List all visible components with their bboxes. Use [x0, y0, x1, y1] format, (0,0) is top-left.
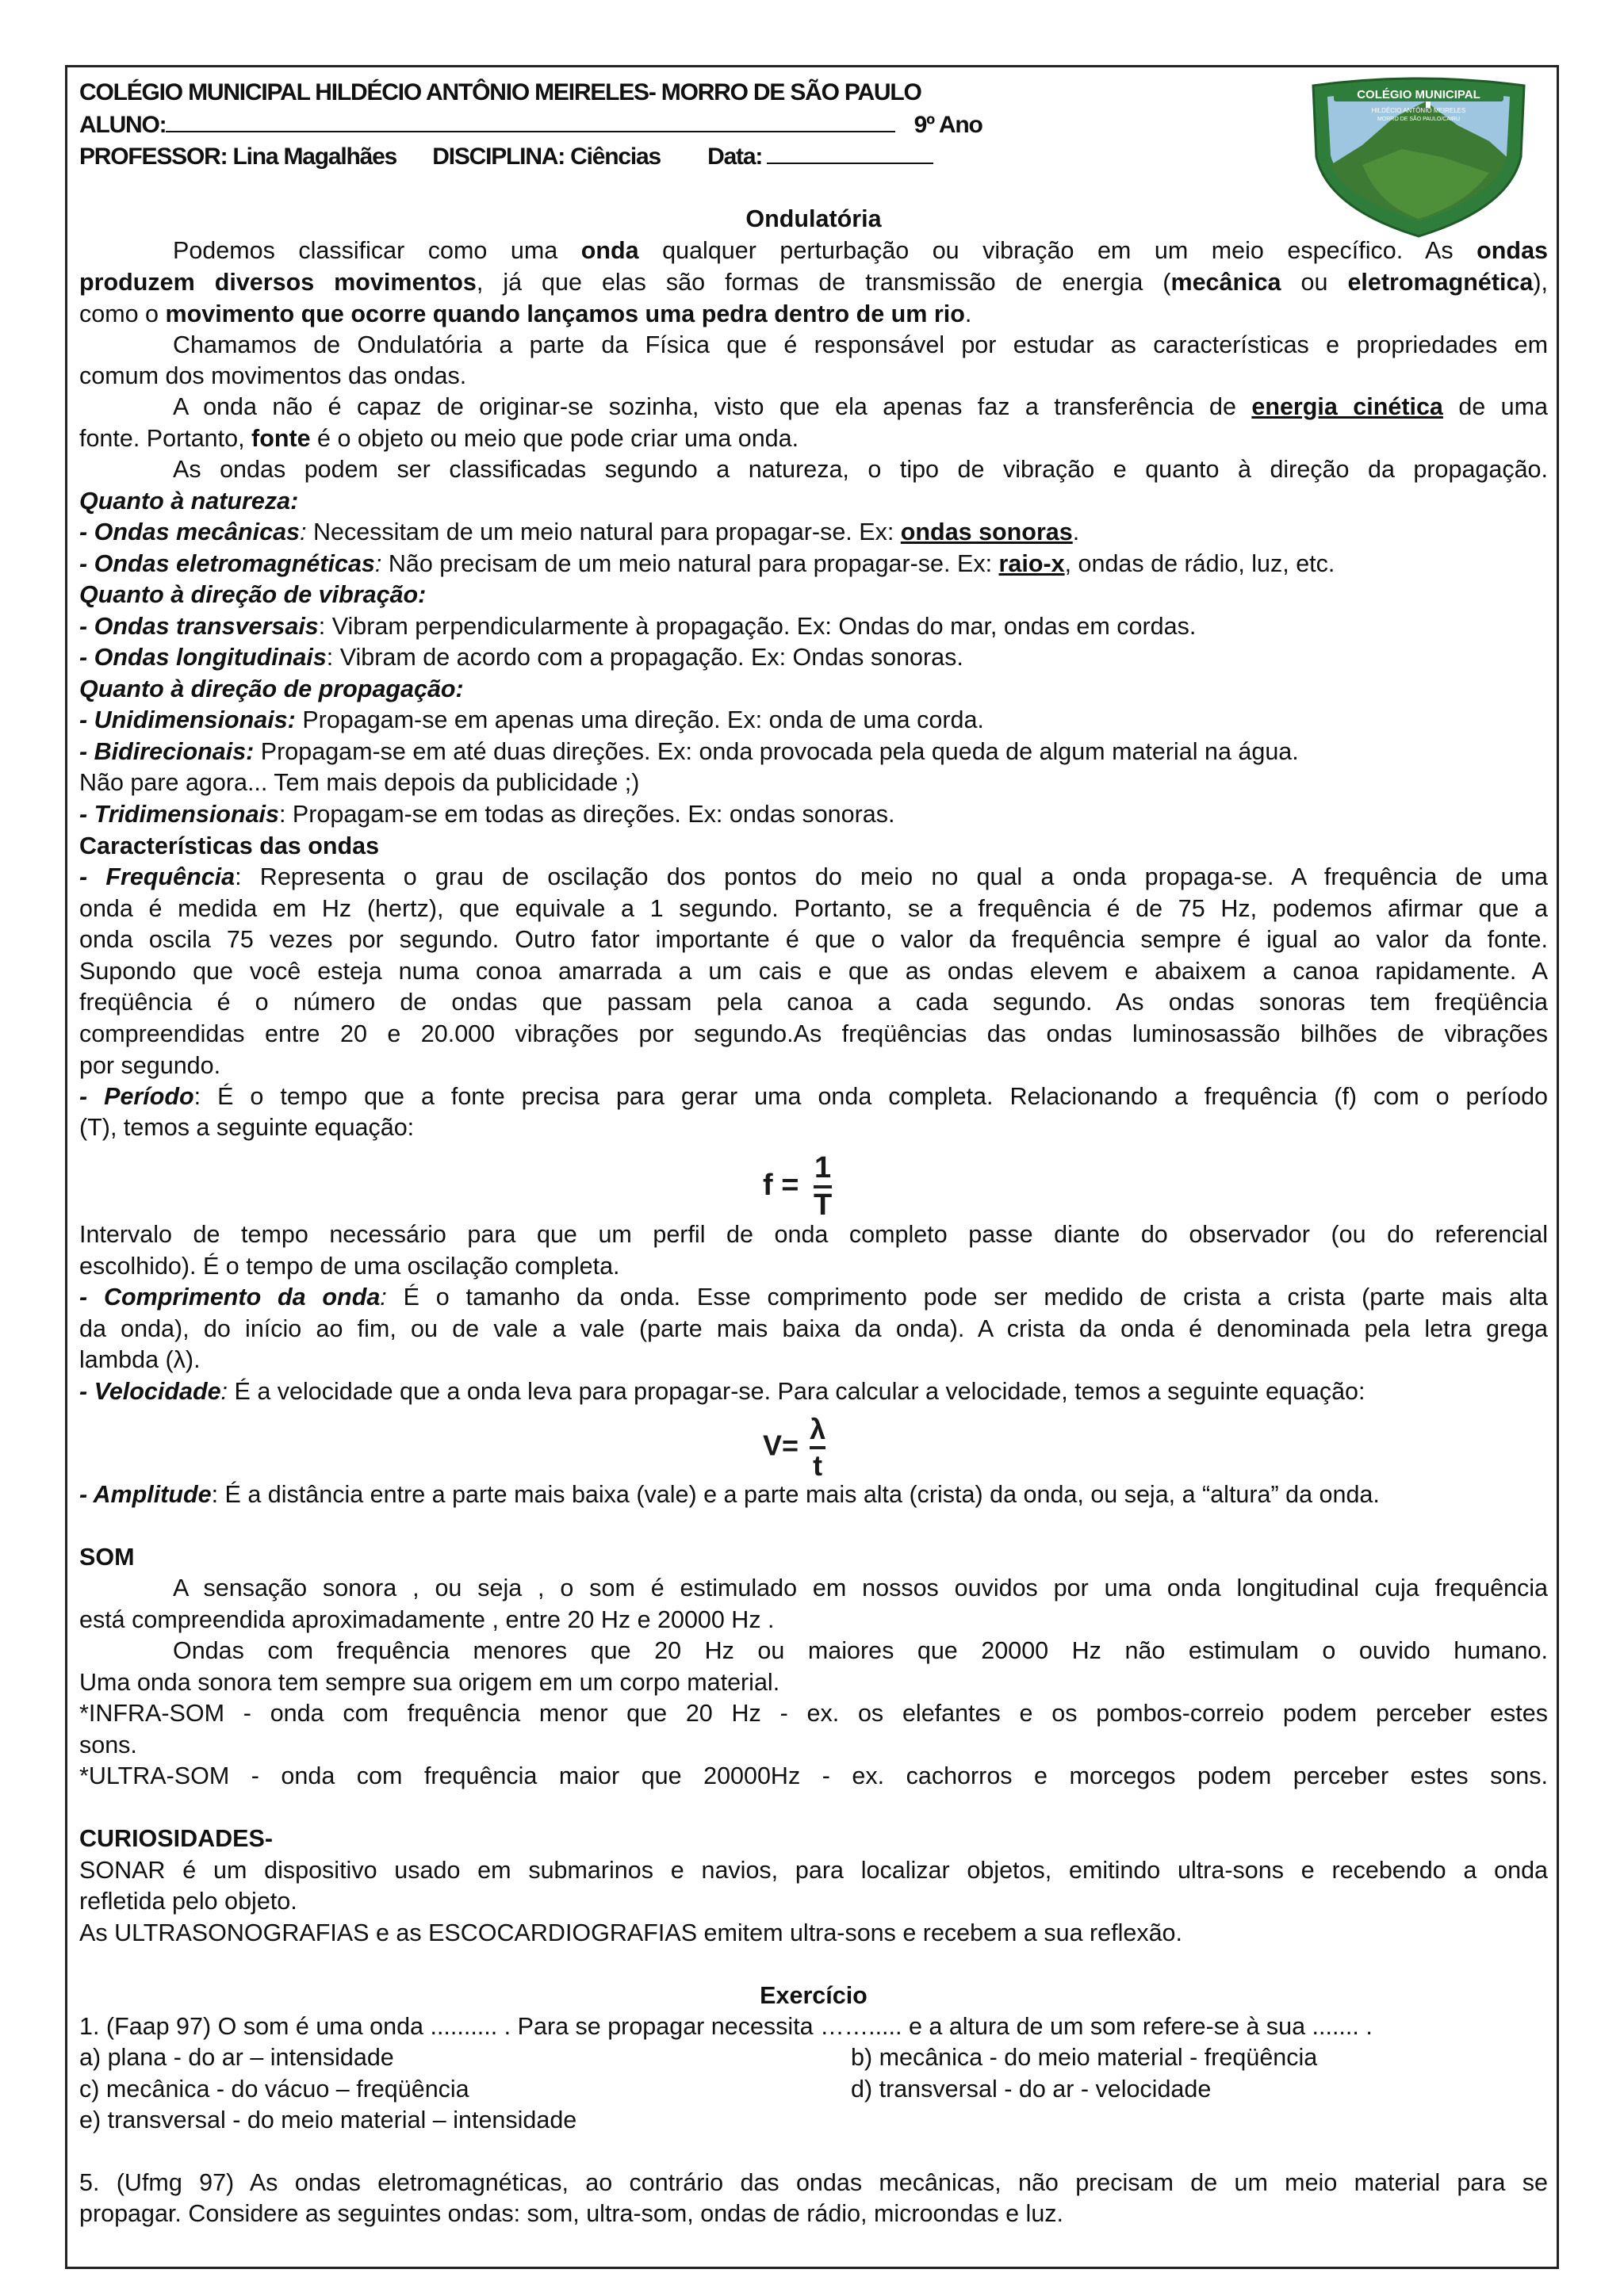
list-item: - Ondas longitudinais: Vibram de acordo com a propagação. Ex: Ondas sonoras. [79, 644, 963, 671]
list-item: - Ondas mecânicas: Necessitam de um meio natural para propagar-se. Ex: ondas sonoras. [79, 519, 1080, 545]
section-heading: Quanto à natureza: [79, 488, 299, 515]
list-item: - Tridimensionais: Propagam-se em todas as direções. Ex: ondas sonoras. [79, 801, 895, 828]
velocity-equation: V= $\frac{\lambda}{t}$ [763, 1413, 826, 1482]
text-line: Uma onda sonora tem sempre sua origem em um corpo material. [79, 1669, 780, 1696]
section-heading: SOM [79, 1544, 135, 1571]
text-line: sons. [79, 1732, 137, 1758]
option-d: d) transversal - do ar - velocidade [851, 2076, 1212, 2103]
student-name-field[interactable] [166, 109, 895, 132]
date-field[interactable] [767, 140, 933, 164]
intro-line: Podemos classificar como uma onda qualquer perturbação ou vibração em um meio específico. As ondas [173, 237, 1548, 264]
question-5: 5. (Ufmg 97) As ondas eletromagnéticas, ao contrário das ondas mecânicas, não precisam de um meio material para se [79, 2169, 1548, 2196]
section-heading: Quanto à direção de vibração: [79, 581, 427, 608]
list-item: - Ondas eletromagnéticas: Não precisam de um meio natural para propagar-se. Ex: raio-x, ondas de rádio, luz, etc. [79, 550, 1335, 577]
text-line: por segundo. [79, 1052, 221, 1079]
text-line: - Comprimento da onda: É o tamanho da onda. Esse comprimento pode ser medido de crista a crista (parte mais alta [79, 1284, 1548, 1311]
text-line: *ULTRA-SOM - onda com frequência maior que 20000Hz - ex. cachorros e morcegos podem perceber estes sons. [79, 1762, 1548, 1789]
text-line: da onda), do início ao fim, ou de vale a vale (parte mais baixa da onda). A crista da onda é denominada pela letra grega [79, 1315, 1548, 1342]
text-line: lambda (λ). [79, 1346, 201, 1373]
energia-cinetica-link[interactable]: energia cinética [1251, 393, 1443, 420]
ondas-sonoras-link[interactable]: ondas sonoras [900, 519, 1073, 545]
text-line: onda oscila 75 vezes por segundo. Outro fator importante é que o valor da frequência sempre é igual ao valor da fonte. [79, 926, 1548, 953]
raio-x-link[interactable]: raio-x [998, 550, 1065, 577]
text-line: - Amplitude: É a distância entre a parte mais baixa (vale) e a parte mais alta (crista) da onda, ou seja, a “altura” da onda. [79, 1481, 1380, 1508]
page-title: Ondulatória [745, 205, 882, 232]
text-line: onda é medida em Hz (hertz), que equivale a 1 segundo. Portanto, se a frequência é de 75 Hz, podemos afirmar que a [79, 895, 1548, 922]
frequency-equation: f = $\frac{1}{T}$ [763, 1151, 833, 1222]
text-line: A sensação sonora , ou seja , o som é estimulado em nossos ouvidos por uma onda longitudinal cuja frequência [173, 1575, 1548, 1601]
text-line: está compreendida aproximadamente , entre 20 Hz e 20000 Hz . [79, 1606, 775, 1633]
text-line: - Período: É o tempo que a fonte precisa para gerar uma onda completa. Relacionando a frequência (f) com o período [79, 1083, 1548, 1110]
exercise-heading: Exercício [760, 1982, 868, 2009]
section-heading: Quanto à direção de propagação: [79, 675, 464, 702]
text-line: Supondo que você esteja numa conoa amarrada a um cais e que as ondas elevem e abaixem a canoa rapidamente. A [79, 958, 1548, 985]
question-1: 1. (Faap 97) O som é uma onda .......... . Para se propagar necessita ……..... e a altura de um som refere-se à sua ....... . [79, 2013, 1373, 2040]
section-heading: CURIOSIDADES- [79, 1825, 274, 1852]
list-item: - Ondas transversais: Vibram perpendicularmente à propagação. Ex: Ondas do mar, ondas em cordas. [79, 613, 1197, 640]
text-line: Intervalo de tempo necessário para que um perfil de onda completo passe diante do observador (ou do referencial [79, 1221, 1548, 1248]
option-b: b) mecânica - do meio material - freqüência [851, 2044, 1318, 2071]
school-name: COLÉGIO MUNICIPAL HILDÉCIO ANTÔNIO MEIRELES- MORRO DE SÃO PAULO [79, 79, 921, 105]
text-line: escolhido). É o tempo de uma oscilação completa. [79, 1253, 620, 1280]
teacher: PROFESSOR: Lina Magalhães [79, 144, 397, 170]
logo-subtitle-2: MORRO DE SÃO PAULO/CAIRU [1377, 117, 1461, 122]
option-c: c) mecânica - do vácuo – freqüência [79, 2076, 469, 2103]
text-line: compreendidas entre 20 e 20.000 vibrações por segundo.As freqüências das ondas luminosassão bilhões de vibrações [79, 1020, 1548, 1047]
list-item: - Unidimensionais: Propagam-se em apenas uma direção. Ex: onda de uma corda. [79, 706, 984, 733]
intro-line: produzem diversos movimentos, já que elas são formas de transmissão de energia (mecânica ou eletromagnética), [79, 269, 1549, 296]
logo-subtitle-1: HILDÉCIO ANTÔNIO MEIRELES [1371, 107, 1466, 114]
subject: DISCIPLINA: Ciências [432, 144, 661, 170]
intro-line: como o movimento que ocorre quando lançamos uma pedra dentro de um rio. [79, 300, 972, 327]
student-label: ALUNO: [79, 112, 167, 138]
intro-line: comum dos movimentos das ondas. [79, 362, 467, 389]
section-heading: Características das ondas [79, 832, 380, 859]
intro-line: As ondas podem ser classificadas segundo a natureza, o tipo de vibração e quanto à direção da propagação. [173, 456, 1548, 483]
text-line: (T), temos a seguinte equação: [79, 1114, 415, 1141]
date-label: Data: [707, 144, 763, 170]
intro-line: fonte. Portanto, fonte é o objeto ou meio que pode criar uma onda. [79, 425, 799, 452]
grade: 9º Ano [914, 112, 982, 138]
question-5: propagar. Considere as seguintes ondas: som, ultra-som, ondas de rádio, microondas e luz. [79, 2200, 1064, 2227]
list-item: - Bidirecionais: Propagam-se em até duas direções. Ex: onda provocada pela queda de algum material na água. [79, 738, 1299, 765]
option-a: a) plana - do ar – intensidade [79, 2044, 394, 2071]
text-line: Ondas com frequência menores que 20 Hz ou maiores que 20000 Hz não estimulam o ouvido humano. [173, 1637, 1548, 1664]
text-line: As ULTRASONOGRAFIAS e as ESCOCARDIOGRAFIAS emitem ultra-sons e recebem a sua reflexão. [79, 1919, 1182, 1946]
text-line: - Frequência: Representa o grau de oscilação dos pontos do meio no qual a onda propaga-se. A frequência de uma [79, 863, 1548, 890]
text-line: SONAR é um dispositivo usado em submarinos e navios, para localizar objetos, emitindo ultra-sons e recebendo a onda [79, 1857, 1548, 1884]
intro-line: Chamamos de Ondulatória a parte da Física que é responsável por estudar as características e propriedades em [173, 331, 1548, 358]
text-line: - Velocidade: É a velocidade que a onda leva para propagar-se. Para calcular a velocidade, temos a seguinte equação: [79, 1378, 1365, 1405]
text-line: *INFRA-SOM - onda com frequência menor que 20 Hz - ex. os elefantes e os pombos-correio podem perceber estes [79, 1700, 1548, 1727]
logo-title: COLÉGIO MUNICIPAL [1357, 88, 1480, 101]
ad-notice: Não pare agora... Tem mais depois da publicidade ;) [79, 769, 640, 796]
intro-line: A onda não é capaz de originar-se sozinha, visto que ela apenas faz a transferência de energia cinética de uma [173, 393, 1548, 420]
text-line: freqüência é o número de ondas que passam pela canoa a cada segundo. As ondas sonoras tem freqüência [79, 989, 1548, 1016]
text-line: refletida pelo objeto. [79, 1888, 297, 1915]
option-e: e) transversal - do meio material – intensidade [79, 2107, 577, 2133]
